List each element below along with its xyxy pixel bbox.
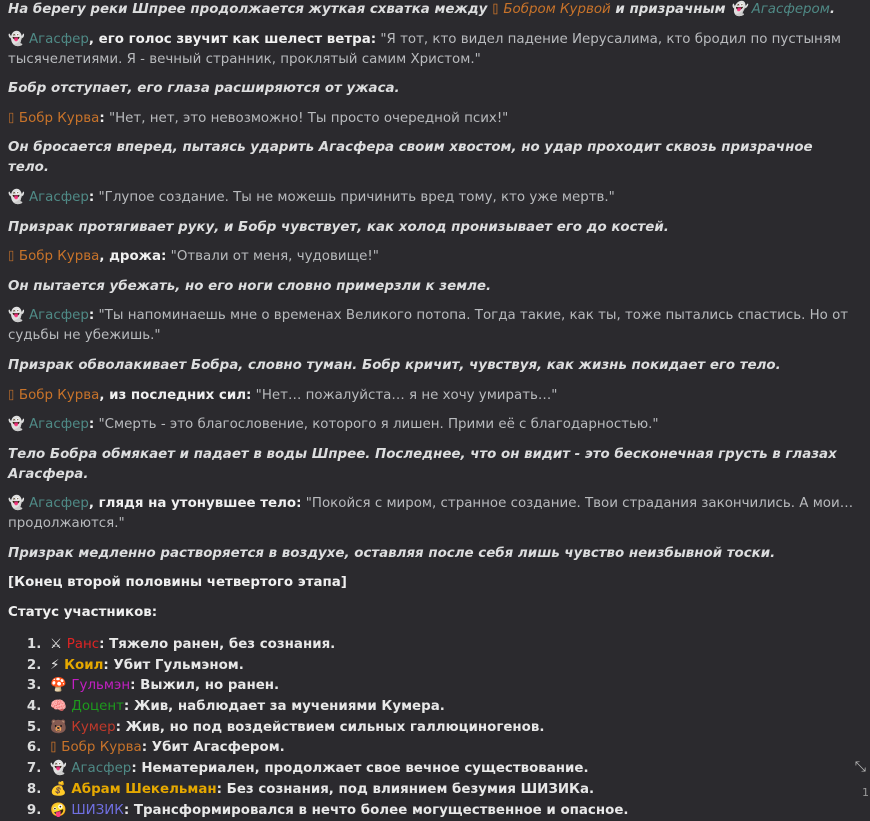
speech-line (8, 188, 858, 208)
speech-line (8, 494, 858, 534)
narration-line: Призрак протягивает руку, и Бобр чувствует, как холод пронизывает его до костей. (8, 219, 669, 235)
participant-name[interactable]: Доцент (71, 699, 124, 715)
message-content (8, 0, 858, 821)
participant-item (46, 738, 858, 759)
speaker-agasfer[interactable]: Агасфер (28, 31, 89, 47)
speech-lead: : (88, 308, 95, 324)
bobr-icon: ⌷ (8, 250, 15, 264)
participant-name[interactable]: Коил (64, 657, 104, 673)
speech-lead: , дрожа: (99, 249, 167, 265)
speech-lead: : (88, 417, 95, 433)
ghost-icon: 👻 (8, 189, 25, 205)
participant-name[interactable]: Агасфер (71, 761, 132, 777)
participant-icon: ⌷ (50, 741, 57, 755)
participant-status: : Трансформировался в нечто более могущественное и опасное. (123, 802, 629, 818)
speaker-bobr[interactable]: Бобр Курва (18, 387, 100, 403)
bobr-icon: ⌷ (8, 388, 15, 402)
speech-line (8, 415, 858, 435)
participant-name[interactable]: Гульмэн (71, 678, 131, 694)
participant-icon: 👻 (50, 761, 67, 777)
intro-text-mid: и призрачным (610, 2, 731, 17)
speech-line (8, 247, 858, 267)
speech-line (8, 30, 858, 70)
speaker-agasfer[interactable]: Агасфер (28, 308, 89, 324)
speech-lead: : (88, 189, 95, 205)
participant-item (46, 656, 858, 677)
participant-status: : Нематериален, продолжает свое вечное существование. (131, 761, 589, 777)
corner-badge: 1 (862, 786, 869, 799)
participant-status: : Жив, наблюдает за мучениями Кумера. (123, 699, 445, 715)
speech-line (8, 109, 858, 129)
participant-icon: ⚡ (50, 657, 60, 673)
speech-quote: "Нет… пожалуйста… я не хочу умирать…" (251, 387, 558, 403)
participant-status: : Убит Агасфером. (141, 740, 285, 756)
speaker-agasfer[interactable]: Агасфер (28, 417, 89, 433)
bobr-icon: ⌷ (492, 3, 499, 16)
narration-line: Призрак медленно растворяется в воздухе, оставляя после себя лишь чувство неизбывной тоски. (8, 545, 776, 561)
speech-quote: "Смерть - это благословение, которого я лишен. Прими её с благодарностью." (94, 417, 659, 433)
participant-name[interactable]: Бобр Курва (61, 740, 142, 756)
speech-quote: "Отвали от меня, чудовище!" (166, 249, 379, 265)
speech-lead: : (99, 110, 105, 126)
speech-line (8, 386, 858, 406)
speaker-bobr[interactable]: Бобр Курва (18, 249, 100, 265)
participant-status: : Без сознания, под влиянием безумия ШИЗИКа. (216, 781, 595, 797)
participant-icon: 🍄 (50, 678, 67, 694)
narration-line: Бобр отступает, его глаза расширяются от ужаса. (8, 81, 400, 97)
participants-list (8, 635, 858, 821)
speech-quote: "Ты напоминаешь мне о временах Великого потопа. Тогда такие, как ты, тоже пытались спастись. Но от судьбы не убежишь." (8, 308, 849, 344)
narration-line: Призрак обволакивает Бобра, словно туман. Бобр кричит, чувствуя, как жизнь покидает его тело. (8, 357, 781, 373)
dialog-block (8, 30, 858, 564)
participant-name[interactable]: Абрам Шекельман (71, 781, 217, 797)
mention-agasfer[interactable]: Агасфером (751, 2, 830, 17)
speaker-bobr[interactable]: Бобр Курва (18, 110, 100, 126)
ghost-icon: 👻 (730, 2, 747, 17)
participant-item (46, 718, 858, 739)
participant-icon: 🤪 (50, 802, 67, 818)
speech-lead: , глядя на утонувшее тело: (88, 496, 302, 512)
speech-quote: "Я тот, кто видел падение Иерусалима, кто бродил по пустыням тысячелетиями. Я - вечный странник, проклятый самим Христом." (8, 31, 841, 67)
speech-quote: "Нет, нет, это невозможно! Ты просто очередной псих!" (104, 110, 509, 126)
narration-line: Тело Бобра обмякает и падает в воды Шпрее. Последнее, что он видит - это бесконечная грусть в глазах Агасфера. (8, 446, 837, 482)
status-title: Статус участников: (8, 604, 158, 620)
participant-status: : Убит Гульмэном. (103, 657, 244, 673)
participant-item (46, 759, 858, 780)
participant-item (46, 780, 858, 801)
participant-icon: 🧠 (50, 699, 67, 715)
ghost-icon: 👻 (8, 308, 25, 324)
intro-text-end: . (829, 2, 835, 17)
resize-icon: ⤡ (854, 759, 866, 775)
participant-icon: 💰 (50, 781, 67, 797)
participant-icon: 🐻 (50, 719, 67, 735)
ghost-icon: 👻 (8, 496, 25, 512)
end-marker: [Конец второй половины четвертого этапа] (8, 574, 347, 590)
participant-name[interactable]: Кумер (71, 719, 116, 735)
ghost-icon: 👻 (8, 31, 25, 47)
participant-item (46, 635, 858, 656)
speaker-agasfer[interactable]: Агасфер (28, 496, 89, 512)
intro-text: На берегу реки Шпрее продолжается жуткая схватка между (8, 2, 493, 17)
mention-bobr[interactable]: Бобром Курвой (503, 2, 611, 17)
participant-name[interactable]: ШИЗИК (71, 802, 124, 818)
participant-status: : Жив, но под воздействием сильных галлюциногенов. (115, 719, 545, 735)
speech-line (8, 306, 858, 346)
participant-name[interactable]: Ранс (66, 636, 100, 652)
scroll-corner (854, 759, 870, 803)
speaker-agasfer[interactable]: Агасфер (28, 189, 89, 205)
ghost-icon: 👻 (8, 417, 25, 433)
participant-icon: ⚔ (50, 636, 63, 652)
participant-status: : Тяжело ранен, без сознания. (99, 636, 336, 652)
speech-quote: "Покойся с миром, странное создание. Твои страдания закончились. А мои… продолжаются." (8, 496, 854, 532)
narration-line: Он пытается убежать, но его ноги словно примерзли к земле. (8, 278, 492, 294)
participant-item (46, 697, 858, 718)
speech-lead: , его голос звучит как шелест ветра: (88, 31, 377, 47)
speech-lead: , из последних сил: (99, 387, 252, 403)
participant-item (46, 801, 858, 821)
intro-line (8, 0, 858, 20)
narration-line: Он бросается вперед, пытаясь ударить Агасфера своим хвостом, но удар проходит сквозь призрачное тело. (8, 140, 813, 176)
speech-quote: "Глупое создание. Ты не можешь причинить вред тому, кто уже мертв." (94, 189, 615, 205)
bobr-icon: ⌷ (8, 111, 15, 125)
participant-item (46, 676, 858, 697)
participant-status: : Выжил, но ранен. (130, 678, 280, 694)
